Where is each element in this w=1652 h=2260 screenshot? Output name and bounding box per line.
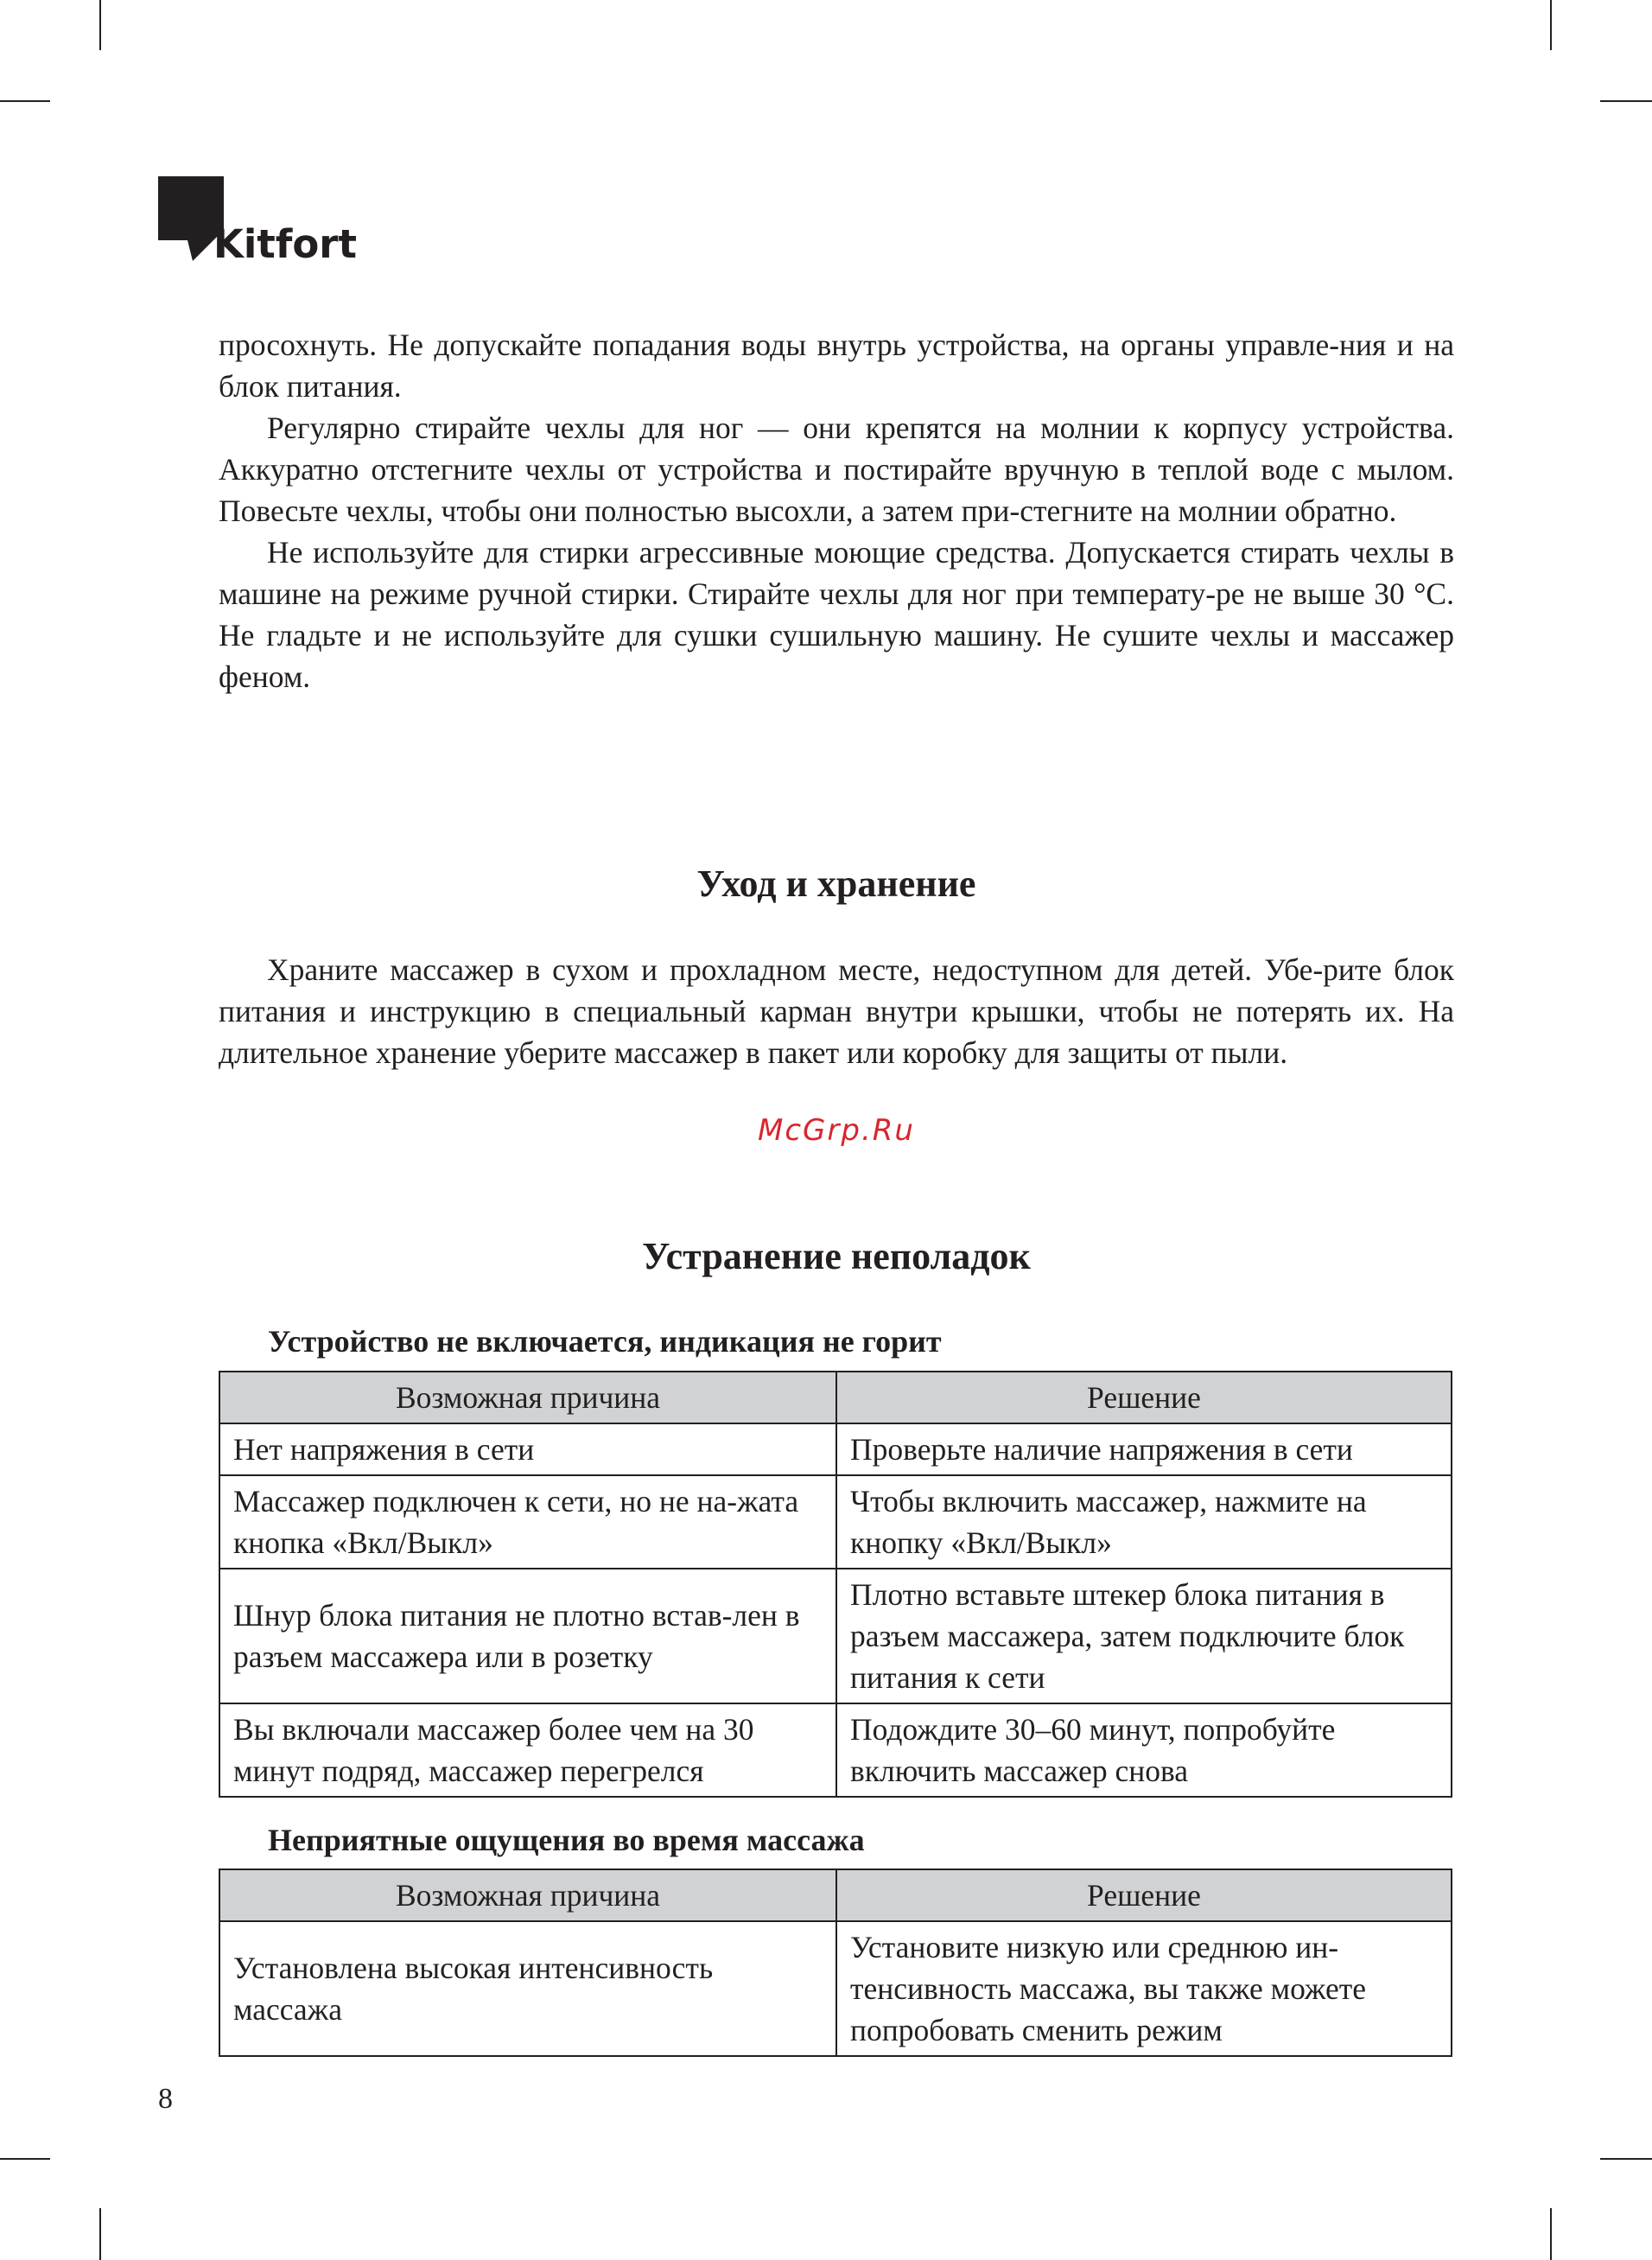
crop-mark-bottom-left-h xyxy=(0,2158,50,2160)
table-row xyxy=(219,1475,1452,1569)
paragraph: Храните массажер в сухом и прохладном месте, недоступном для детей. Убе-рите блок питания и инструкцию в специальный карман внутри крышки, чтобы не потерять их. На длительное хранение уберите массажер в пакет или коробку для защиты от пыли. xyxy=(219,952,1454,1070)
crop-mark-top-right-h xyxy=(1600,100,1652,102)
paragraph: Регулярно стирайте чехлы для ног — они крепятся на молнии к корпусу устройства. Аккуратно отстегните чехлы от устройства и постирайте вручную в теплой воде с мылом. Повесьте чехлы, чтобы они полностью высохли, а затем при-стегните на молнии обратно. xyxy=(219,411,1454,528)
solution-cell: Чтобы включить массажер, нажмите на кнопку «Вкл/Выкл» xyxy=(836,1475,1452,1569)
crop-mark-bottom-right-h xyxy=(1600,2158,1652,2160)
solution-cell: Проверьте наличие напряжения в сети xyxy=(836,1423,1452,1475)
kitfort-logo xyxy=(158,176,358,271)
solution-cell: Плотно вставьте штекер блока питания в разъем массажера, затем подключите блок питания к сети xyxy=(836,1569,1452,1703)
cause-cell: Вы включали массажер более чем на 30 минут подряд, массажер перегрелся xyxy=(219,1703,836,1797)
cause-cell: Нет напряжения в сети xyxy=(219,1423,836,1475)
solution-cell: Подождите 30–60 минут, попробуйте включить массажер снова xyxy=(836,1703,1452,1797)
care-text xyxy=(219,324,1454,697)
table-header-row xyxy=(219,1372,1452,1423)
brand-name: Kitfort xyxy=(213,221,358,267)
solution-cell: Установите низкую или среднюю ин-тенсивность массажа, вы также можете попробовать сменить режим xyxy=(836,1921,1452,2056)
paragraph: Не используйте для стирки агрессивные моющие средства. Допускается стирать чехлы в машине на режиме ручной стирки. Стирайте чехлы для ног при температу-ре не выше 30 °C. Не гладьте и не используйте для сушки сушильную машину. Не сушите чехлы и массажер феном. xyxy=(219,535,1454,694)
column-header-cause: Возможная причина xyxy=(219,1869,836,1921)
page-number: 8 xyxy=(158,2083,173,2115)
paragraph: просохнуть. Не допускайте попадания воды внутрь устройства, на органы управле-ния и на блок питания. xyxy=(219,328,1454,404)
section-heading-storage: Уход и хранение xyxy=(696,863,976,905)
column-header-solution: Решение xyxy=(836,1372,1452,1423)
table-header-row xyxy=(219,1869,1452,1921)
cause-cell: Шнур блока питания не плотно встав-лен в разъем массажера или в розетку xyxy=(219,1569,836,1703)
table-row xyxy=(219,1569,1452,1703)
column-header-cause: Возможная причина xyxy=(219,1372,836,1423)
crop-mark-bottom-left-v xyxy=(99,2208,101,2260)
storage-text xyxy=(219,949,1454,1073)
troubleshooting-table-2 xyxy=(219,1868,1452,2057)
column-header-solution: Решение xyxy=(836,1869,1452,1921)
watermark: McGrp.Ru xyxy=(758,1113,915,1148)
cause-cell: Массажер подключен к сети, но не на-жата кнопка «Вкл/Выкл» xyxy=(219,1475,836,1569)
cause-cell: Установлена высокая интенсивность массажа xyxy=(219,1921,836,2056)
table-row xyxy=(219,1423,1452,1475)
crop-mark-top-left-h xyxy=(0,100,50,102)
section-heading-troubleshooting: Устранение неполадок xyxy=(642,1235,1031,1277)
crop-mark-top-left-v xyxy=(99,0,101,50)
table-row xyxy=(219,1703,1452,1797)
table-title: Устройство не включается, индикация не горит xyxy=(268,1324,942,1359)
troubleshooting-table-1 xyxy=(219,1371,1452,1798)
crop-mark-top-right-v xyxy=(1550,0,1552,50)
table-title: Неприятные ощущения во время массажа xyxy=(268,1823,865,1857)
crop-mark-bottom-right-v xyxy=(1550,2208,1552,2260)
table-row xyxy=(219,1921,1452,2056)
